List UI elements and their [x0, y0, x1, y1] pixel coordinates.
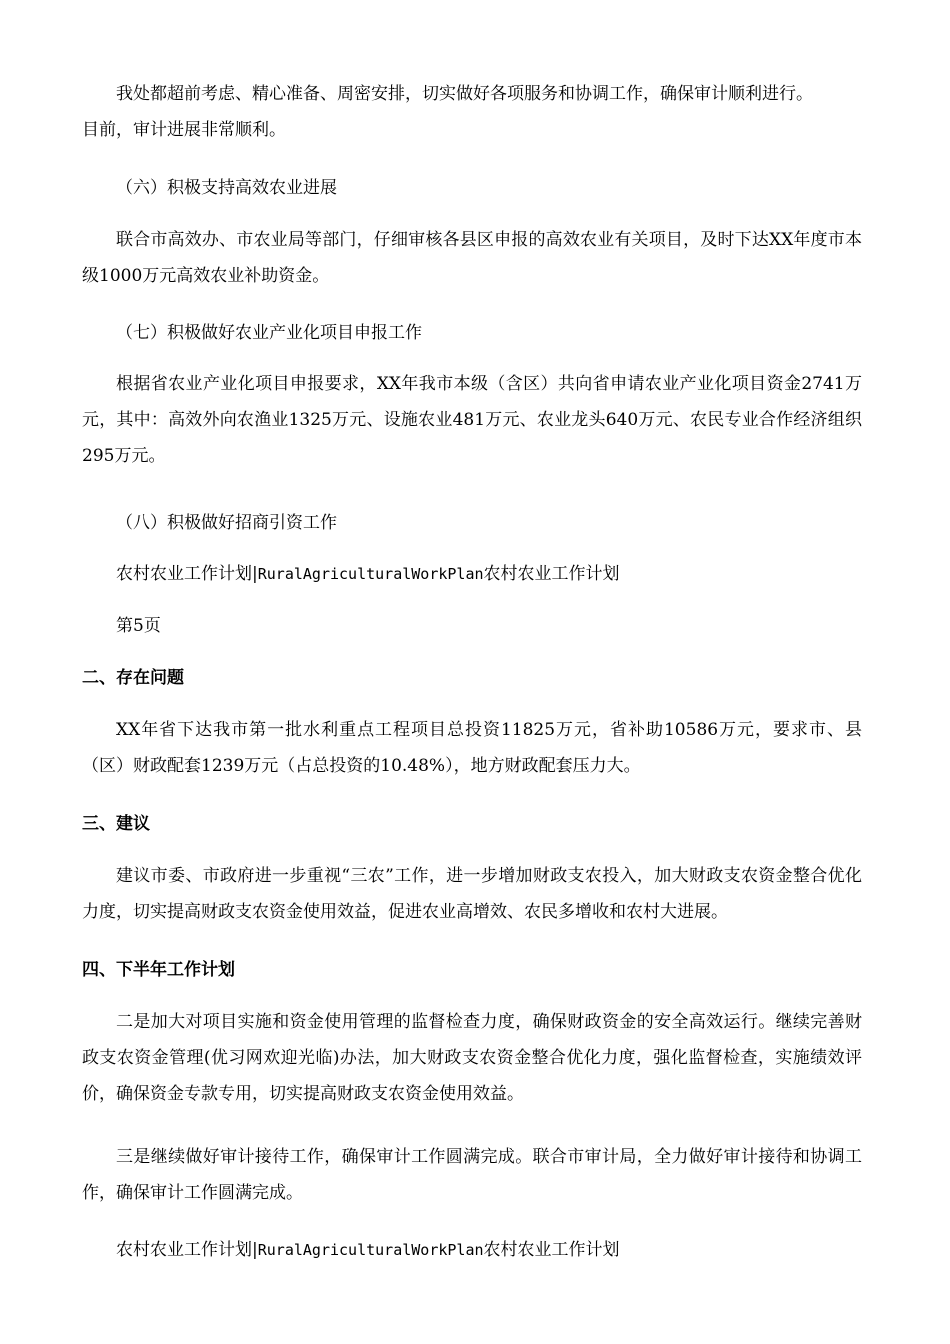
section6-heading: （六）积极支持高效农业进展: [116, 178, 337, 198]
part3-body: 建议市委、市政府进一步重视“三农”工作，进一步增加财政支农投入，加大财政支农资金整合优化力度，切实提高财政支农资金使用效益，促进农业高增效、农民多增收和农村大进展。: [82, 866, 862, 922]
footer-english: RuralAgriculturalWorkPlan: [257, 565, 484, 583]
running-footer: [82, 1232, 862, 1268]
footer-prefix: 农村农业工作计划|: [116, 564, 258, 584]
top-paragraph-line2: 目前，审计进展非常顺利。: [82, 120, 286, 140]
running-footer: [82, 556, 862, 592]
section7-body: 根据省农业产业化项目申报要求，XX年我市本级（含区）共向省申请农业产业化项目资金2741万元，其中：高效外向农渔业1325万元、设施农业481万元、农业龙头640万元、农民专业合作经济组织295万元。: [82, 374, 862, 466]
footer-english: RuralAgriculturalWorkPlan: [257, 1241, 484, 1259]
top-paragraph: [82, 76, 862, 148]
top-paragraph-line1: 我处都超前考虑、精心准备、周密安排，切实做好各项服务和协调工作，确保审计顺利进行。: [116, 84, 813, 104]
footer-suffix: 农村农业工作计划: [483, 1240, 620, 1260]
section8-heading: （八）积极做好招商引资工作: [116, 513, 337, 533]
part4-item3: 三是继续做好审计接待工作，确保审计工作圆满完成。联合市审计局，全力做好审计接待和协调工作，确保审计工作圆满完成。: [82, 1147, 862, 1203]
part4-item2: 二是加大对项目实施和资金使用管理的监督检查力度，确保财政资金的安全高效运行。继续完善财政支农资金管理(优习网欢迎光临)办法，加大财政支农资金整合优化力度，强化监督检查，实施绩效评价，确保资金专款专用，切实提高财政支农资金使用效益。: [82, 1012, 862, 1104]
part2-body: XX年省下达我市第一批水利重点工程项目总投资11825万元，省补助10586万元，要求市、县（区）财政配套1239万元（占总投资的10.48%），地方财政配套压力大。: [82, 720, 862, 776]
page-number: 第5页: [116, 616, 161, 636]
part4-heading: 四、下半年工作计划: [82, 960, 235, 980]
section7-heading: （七）积极做好农业产业化项目申报工作: [116, 323, 422, 343]
footer-prefix: 农村农业工作计划|: [116, 1240, 258, 1260]
section6-body: 联合市高效办、市农业局等部门，仔细审核各县区申报的高效农业有关项目，及时下达XX年度市本级1000万元高效农业补助资金。: [82, 230, 862, 286]
part3-heading: 三、建议: [82, 814, 150, 834]
footer-suffix: 农村农业工作计划: [483, 564, 620, 584]
part2-heading: 二、存在问题: [82, 668, 184, 688]
